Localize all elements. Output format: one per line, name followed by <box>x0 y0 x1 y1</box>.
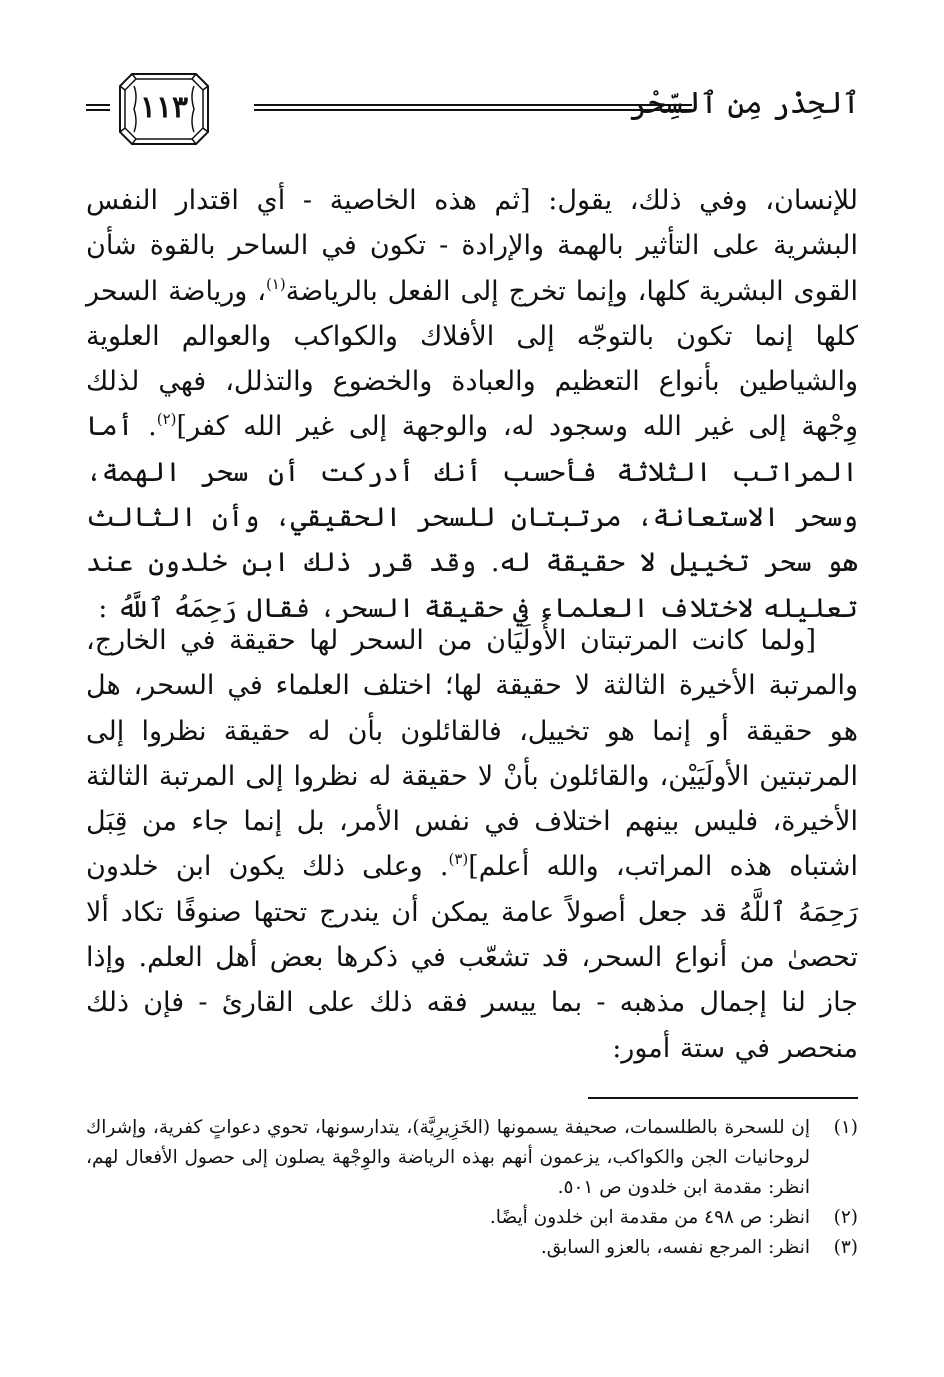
footnote-text: انظر: المرجع نفسه، بالعزو السابق. <box>540 1237 810 1258</box>
header-rule-right <box>254 104 692 111</box>
page-number-frame <box>118 72 210 146</box>
header-rule-left <box>86 104 110 111</box>
paragraph-1-text-b: ، ورياضة السحر كلها إنما تكون بالتوجّه إلى الأفلاك والكواكب والعوالم العلوية والشياطين بأنواع التعظيم والعبادة والخضوع والتذلل، فهي لذلك وِجْهة إلى غير الله وسجود له، والوجهة إلى غير الله كفر] <box>86 275 858 443</box>
paragraph-2-text-a: [ولما كانت المرتبتان الأُولَيَان من السحر لها حقيقة في الخارج، والمرتبة الأخيرة الثالثة لا حقيقة لها؛ اختلف العلماء في السحر، هل هو حقيقة أو إنما هو تخييل، فالقائلون بأن له حقيقة نظروا إلى المرتبتين الأولَيَيْن، والقائلون بأنْ لا حقيقة له نظروا إلى المرتبة الثالثة الأخيرة، فليس بينهم اختلاف في نفس الأمر، بل إنما جاء من قِبَل اشتباه هذه المراتب، والله أعلم] <box>86 625 859 883</box>
footnote-ref-2[interactable]: (٢) <box>156 410 177 429</box>
paragraph-2-text-b: . وعلى ذلك يكون ابن خلدون رَحِمَهُ ٱللَّهُ قد جعل أصولاً عامة يمكن أن يندرج تحتها صنوفًا تكاد ألا تحصىٰ من أنواع السحر، قد تشعّب في ذكرها بعض أهل العلم. وإذا جاز لنا إجمال مذهبه - بما ييسر فقه ذلك على القارئ - فإن ذلك منحصر في ستة أمور: <box>86 851 858 1064</box>
page-number: ١١٣ <box>139 90 189 125</box>
footnote-separator <box>588 1097 858 1099</box>
paragraph-1 <box>86 178 858 631</box>
running-header <box>86 68 860 158</box>
paragraph-1-text-c: . أما المراتب الثلاثة فأحسب أنك أدركت أن سحر الهمة، وسحر الاستعانة، مرتبتان للسحر الحقيقي، وأن الثالث هو سحر تخييل لا حقيقة له. وقد قرر ذلك ابن خلدون عند تعليله لاختلاف العلماء في حقيقة السحر، فقال رَحِمَهُ ٱللَّهُ : <box>86 411 858 624</box>
footnote-number: (١) <box>833 1117 858 1138</box>
paragraph-2 <box>86 618 858 1071</box>
footnote-number: (٢) <box>833 1207 858 1228</box>
footnote-ref-1[interactable]: (١) <box>265 274 286 293</box>
footnote-text: انظر: ص ٤٩٨ من مقدمة ابن خلدون أيضًا. <box>489 1207 810 1228</box>
header-title: ٱلحِذْر مِن ٱلسِّحْر <box>629 86 860 121</box>
footnote-text: إن للسحرة بالطلسمات، صحيفة يسمونها (الخَزِيرِيَّة)، يتدارسونها، تحوي دعواتٍ كفرية، وإشراك لروحانيات الجن والكواكب، يزعمون أنهم بهذه الرياضة والوِجْهة يصلون إلى حصول الأفعال لهم، انظر: مقدمة ابن خلدون ص ٥٠١. <box>86 1117 810 1198</box>
footnote-ref-3[interactable]: (٣) <box>448 850 469 869</box>
footnotes <box>86 1113 858 1263</box>
footnote-2 <box>86 1203 858 1233</box>
footnote-1 <box>86 1113 858 1203</box>
paragraph-1-text-a: للإنسان، وفي ذلك، يقول: [ثم هذه الخاصية - أي اقتدار النفس البشرية على التأثير بالهمة والإرادة - تكون في الساحر بالقوة شأن القوى البشرية كلها، وإنما تخرج إلى الفعل بالرياضة <box>86 185 858 307</box>
footnote-3 <box>86 1233 858 1263</box>
footnote-number: (٣) <box>833 1237 858 1258</box>
